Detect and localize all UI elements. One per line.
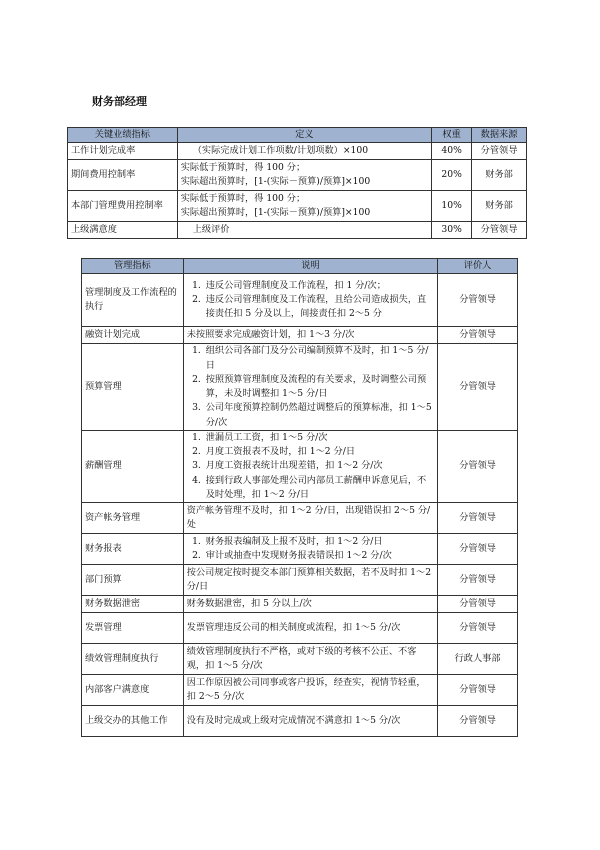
mgmt-item: 1. 财务报表编制及上报不及时，扣 1～2 分/日 — [204, 535, 434, 549]
mgmt-evaluator: 行政人事部 — [438, 644, 518, 675]
mgmt-item: 2. 按照预算管理制度及流程的有关要求，及时调整公司预算，未及时调整扣 1～5 分/日 — [204, 373, 434, 402]
mgmt-description — [183, 344, 437, 431]
mgmt-indicator: 内部客户满意度 — [82, 675, 184, 706]
mgmt-evaluator: 分管领导 — [438, 565, 518, 596]
kpi-definition-line: 实际超出预算时，[1-(实际－预算)/预算]×100 — [180, 207, 371, 219]
mgmt-description-text: 发票管理违反公司的相关制度或流程，扣 1～5 分/次 — [186, 621, 401, 633]
mgmt-row — [82, 534, 518, 565]
kpi-source: 财务部 — [472, 160, 527, 191]
kpi-definition — [177, 160, 431, 191]
mgmt-header-evaluator: 评价人 — [438, 259, 518, 274]
kpi-weight: 10% — [432, 191, 472, 222]
kpi-definition — [177, 143, 431, 160]
kpi-table — [67, 127, 527, 239]
mgmt-row — [82, 344, 518, 431]
mgmt-item: 1. 泄漏员工工资，扣 1～5 分/次 — [204, 431, 434, 445]
mgmt-indicator: 财务数据泄密 — [82, 596, 184, 613]
mgmt-description — [183, 274, 437, 327]
mgmt-header-indicator: 管理指标 — [82, 259, 184, 274]
kpi-indicator: 本部门管理费用控制率 — [68, 191, 178, 222]
mgmt-row — [82, 596, 518, 613]
kpi-definition — [177, 191, 431, 222]
mgmt-description — [183, 503, 437, 534]
mgmt-evaluator: 分管领导 — [438, 274, 518, 327]
kpi-header-source: 数据来源 — [472, 128, 527, 143]
mgmt-item: 1. 违反公司管理制度及工作流程，扣 1 分/次； — [204, 279, 434, 293]
mgmt-row — [82, 565, 518, 596]
mgmt-evaluator: 分管领导 — [438, 430, 518, 502]
mgmt-description-text: 未按照要求完成融资计划，扣 1～3 分/次 — [186, 329, 355, 341]
mgmt-description — [183, 534, 437, 565]
mgmt-row — [82, 675, 518, 706]
mgmt-item: 3. 月度工资报表统计出现差错，扣 1～2 分/次 — [204, 459, 434, 473]
kpi-definition-line: 实际低于预算时，得 100 分； — [180, 193, 306, 204]
kpi-indicator: 期间费用控制率 — [68, 160, 178, 191]
mgmt-evaluator: 分管领导 — [438, 675, 518, 706]
mgmt-item: 3. 公司年度预算控制仍然超过调整后的预算标准，扣 1～5 分/次 — [204, 401, 434, 430]
mgmt-indicator: 融资计划完成 — [82, 327, 184, 344]
kpi-row — [68, 191, 527, 222]
kpi-header-definition: 定义 — [177, 128, 431, 143]
kpi-source: 财务部 — [472, 191, 527, 222]
mgmt-row — [82, 327, 518, 344]
kpi-source: 分管领导 — [472, 222, 527, 239]
kpi-weight: 40% — [432, 143, 472, 160]
mgmt-item: 1. 组织公司各部门及分公司编制预算不及时，扣 1～5 分/日 — [204, 344, 434, 373]
mgmt-header-description: 说明 — [183, 259, 437, 274]
mgmt-description-text: 没有及时完成或上级对完成情况不满意扣 1～5 分/次 — [186, 714, 401, 726]
mgmt-row — [82, 706, 518, 737]
mgmt-description — [183, 675, 437, 706]
page-title: 财务部经理 — [92, 95, 147, 108]
mgmt-evaluator: 分管领导 — [438, 706, 518, 737]
kpi-source: 分管领导 — [472, 143, 527, 160]
kpi-row — [68, 160, 527, 191]
kpi-definition — [177, 222, 431, 239]
mgmt-item-list — [187, 535, 434, 564]
kpi-header-indicator: 关键业绩指标 — [68, 128, 178, 143]
mgmt-item-list — [187, 344, 434, 430]
mgmt-header-row — [82, 259, 518, 274]
mgmt-item: 2. 月度工资报表不及时，扣 1～2 分/日 — [204, 445, 434, 459]
kpi-indicator: 上级满意度 — [68, 222, 178, 239]
kpi-weight: 30% — [432, 222, 472, 239]
kpi-row — [68, 143, 527, 160]
mgmt-row — [82, 503, 518, 534]
mgmt-description — [183, 327, 437, 344]
kpi-header-weight: 权重 — [432, 128, 472, 143]
mgmt-description — [183, 565, 437, 596]
mgmt-indicator: 部门预算 — [82, 565, 184, 596]
kpi-indicator: 工作计划完成率 — [68, 143, 178, 160]
mgmt-indicator: 发票管理 — [82, 613, 184, 644]
mgmt-description-text: 绩效管理制度执行不严格，或对下级的考核不公正、不客观，扣 1～5 分/次 — [186, 645, 417, 671]
mgmt-evaluator: 分管领导 — [438, 534, 518, 565]
mgmt-description — [183, 706, 437, 737]
mgmt-description — [183, 644, 437, 675]
mgmt-item-list — [187, 279, 434, 322]
kpi-weight: 20% — [432, 160, 472, 191]
mgmt-evaluator: 分管领导 — [438, 613, 518, 644]
mgmt-row — [82, 430, 518, 502]
mgmt-row — [82, 613, 518, 644]
management-table — [81, 258, 518, 737]
kpi-definition-line: 上级评价 — [192, 224, 230, 236]
mgmt-item: 4. 接到行政人事部处理公司内部员工薪酬申诉意见后，不及时处理，扣 1～2 分/日 — [204, 474, 434, 503]
kpi-row — [68, 222, 527, 239]
mgmt-description-text: 资产帐务管理不及时，扣 1～2 分/日，出现错误扣 2～5 分/处 — [186, 504, 431, 530]
mgmt-evaluator: 分管领导 — [438, 503, 518, 534]
mgmt-description — [183, 613, 437, 644]
kpi-header-row — [68, 128, 527, 143]
mgmt-indicator: 绩效管理制度执行 — [82, 644, 184, 675]
mgmt-description — [183, 596, 437, 613]
mgmt-indicator: 财务报表 — [82, 534, 184, 565]
mgmt-row — [82, 274, 518, 327]
mgmt-description-text: 财务数据泄密，扣 5 分以上/次 — [186, 597, 312, 609]
mgmt-item-list — [187, 431, 434, 502]
mgmt-description-text: 按公司规定按时提交本部门预算相关数据，若不及时扣 1～2 分/日 — [186, 566, 432, 592]
kpi-definition-line: （实际完成计划工作项数/计划项数）×100 — [192, 145, 369, 157]
mgmt-indicator: 管理制度及工作流程的执行 — [82, 274, 184, 327]
mgmt-indicator: 资产帐务管理 — [82, 503, 184, 534]
mgmt-evaluator: 分管领导 — [438, 596, 518, 613]
mgmt-description — [183, 430, 437, 502]
mgmt-row — [82, 644, 518, 675]
mgmt-evaluator: 分管领导 — [438, 344, 518, 431]
kpi-definition-line: 实际超出预算时，[1-(实际－预算)/预算]×100 — [180, 176, 371, 188]
mgmt-description-text: 因工作原因被公司同事或客户投诉，经查实，视情节轻重，扣 2～5 分/次 — [186, 676, 426, 702]
kpi-definition-line: 实际低于预算时，得 100 分； — [180, 162, 306, 173]
mgmt-indicator: 薪酬管理 — [82, 430, 184, 502]
mgmt-item: 2. 违反公司管理制度及工作流程，且给公司造成损失，直接责任扣 5 分及以上，间接责任扣 2～5 分 — [204, 293, 434, 322]
mgmt-evaluator: 分管领导 — [438, 327, 518, 344]
mgmt-indicator: 预算管理 — [82, 344, 184, 431]
mgmt-item: 2. 审计或抽查中发现财务报表错误扣 1～2 分/次 — [204, 549, 434, 563]
mgmt-indicator: 上级交办的其他工作 — [82, 706, 184, 737]
